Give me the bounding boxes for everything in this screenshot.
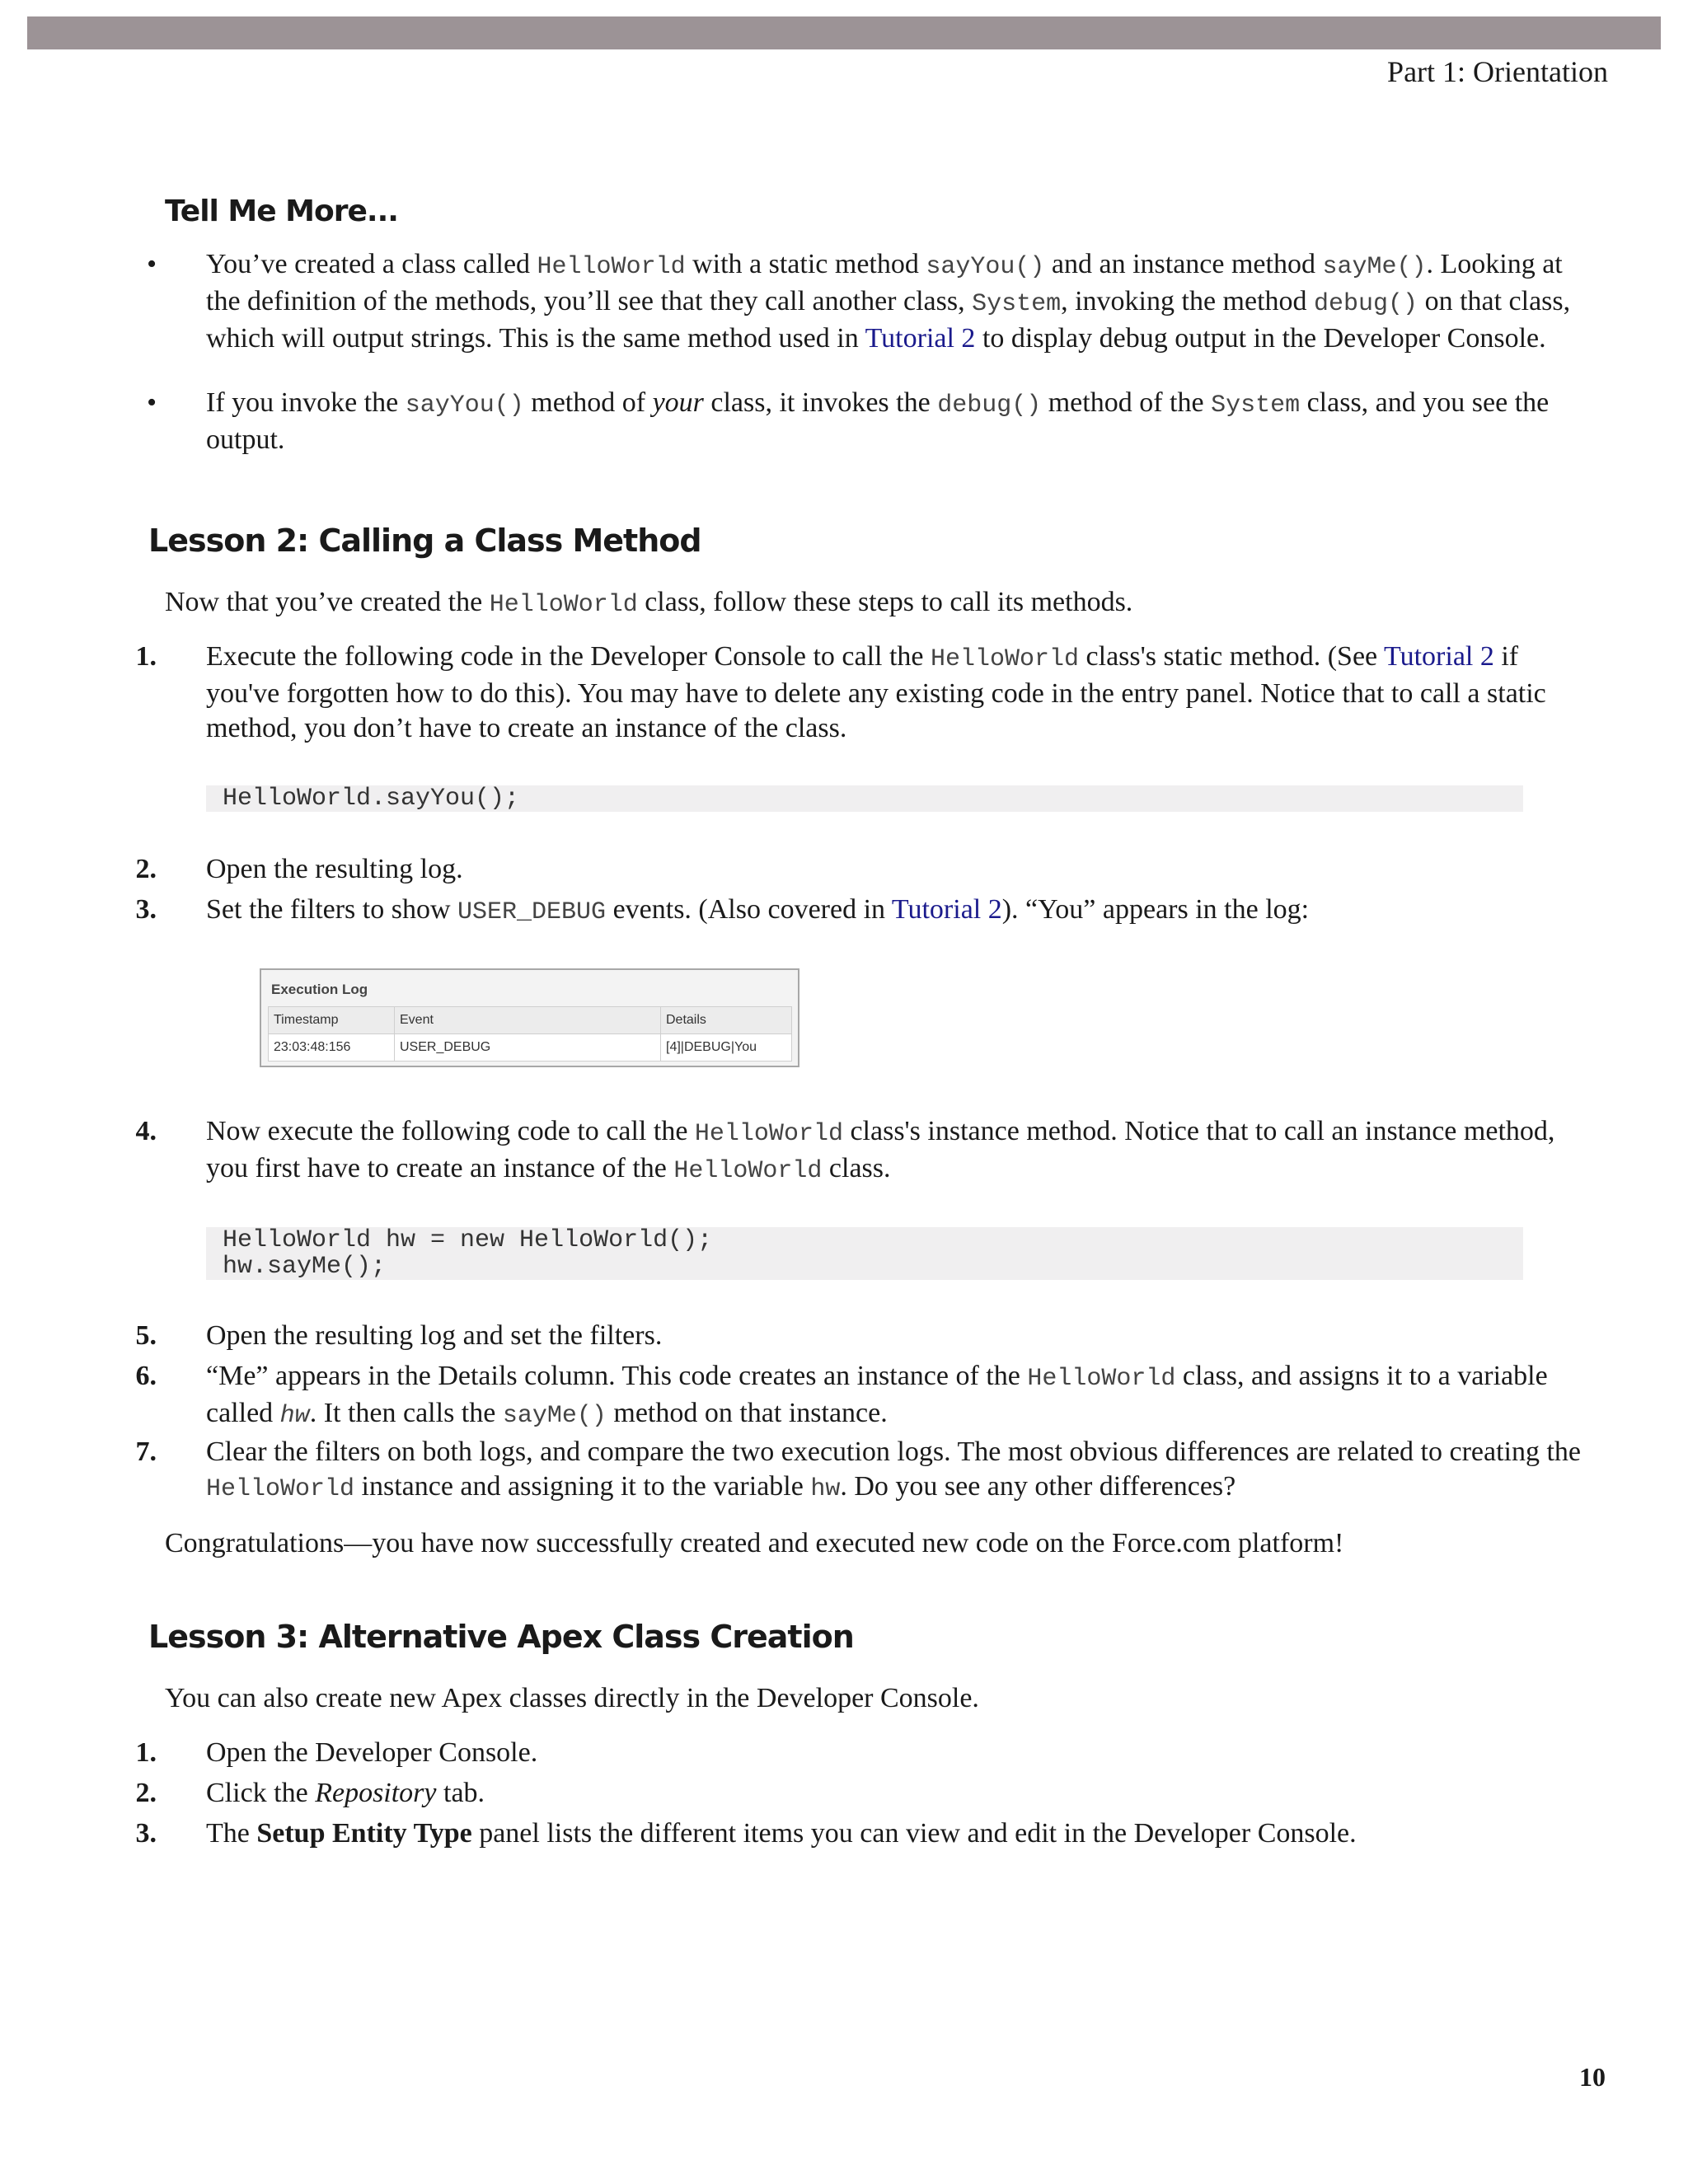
list-item — [147, 247, 1571, 356]
column-header: Timestamp — [269, 1007, 395, 1034]
tutorial-2-link[interactable]: Tutorial 2 — [891, 894, 1002, 925]
tutorial-2-link[interactable]: Tutorial 2 — [1384, 641, 1494, 672]
step-1: 1. Open the Developer Console. — [135, 1737, 538, 1768]
code-block-1: HelloWorld.sayYou(); — [206, 785, 1523, 812]
execution-log-title: Execution Log — [271, 982, 368, 997]
lesson-2-heading: Lesson 2: Calling a Class Method — [148, 523, 701, 559]
execution-log-table — [268, 1006, 792, 1062]
running-header: Part 1: Orientation — [1387, 55, 1608, 88]
lesson-3-intro: You can also create new Apex classes directly in the Developer Console. — [165, 1683, 979, 1713]
step-2: 2. Open the resulting log. — [135, 854, 463, 884]
code-block-2: HelloWorld hw = new HelloWorld(); hw.sayMe(); — [206, 1227, 1523, 1280]
table-cell: 23:03:48:156 — [269, 1034, 395, 1062]
list-item — [147, 386, 1550, 457]
lesson-2-intro: Now that you’ve created the HelloWorld class, follow these steps to call its methods. — [165, 587, 1133, 619]
execution-log-screenshot — [260, 968, 799, 1067]
step-3: 3. The Setup Entity Type panel lists the different items you can view and edit in the Developer Console. — [135, 1818, 1357, 1849]
congrats-text: Congratulations—you have now successfully created and executed new code on the Force.com platform! — [165, 1528, 1344, 1558]
bullet-text: If you invoke the sayYou() method of your class, it invokes the debug() method of the System class, and you see the output. — [206, 387, 1550, 455]
lesson-3-heading: Lesson 3: Alternative Apex Class Creation — [148, 1619, 854, 1655]
step-5: 5. Open the resulting log and set the filters. — [135, 1320, 663, 1351]
table-row — [269, 1034, 792, 1062]
header-bar — [27, 16, 1661, 49]
step-7: 7. Clear the filters on both logs, and compare the two execution logs. The most obvious differences are related to creating the HelloWorld instance and assigning it to the variable hw. Do you see any other differences? — [135, 1436, 1582, 1503]
page-number: 10 — [1579, 2062, 1606, 2092]
column-header: Details — [661, 1007, 792, 1034]
step-4: 4. Now execute the following code to call the HelloWorld class's instance method. Notice that to call an instance method, you first have to create an instance of the HelloWorld class. — [135, 1116, 1555, 1185]
step-3: 3. Set the filters to show USER_DEBUG events. (Also covered in Tutorial 2). “You” appears in the log: — [135, 894, 1310, 926]
step-2: 2. Click the Repository tab. — [135, 1778, 485, 1808]
step-6: 6. “Me” appears in the Details column. This code creates an instance of the HelloWorld class, and assigns it to a variable called hw. It then calls the sayMe() method on that instance. — [135, 1361, 1548, 1430]
bullet-icon: • — [147, 249, 157, 279]
table-cell: USER_DEBUG — [395, 1034, 661, 1062]
column-header: Event — [395, 1007, 661, 1034]
bullet-icon: • — [147, 387, 157, 418]
step-1: 1. Execute the following code in the Developer Console to call the HelloWorld class's static method. (See Tutorial 2 if you've forgotten how to do this). You may have to delete any existing code in the entry panel. Notice that to call a static method, you don’t have to create an instance of the class. — [135, 641, 1546, 743]
tell-me-more-heading: Tell Me More... — [165, 194, 398, 228]
table-cell: [4]|DEBUG|You — [661, 1034, 792, 1062]
tutorial-2-link[interactable]: Tutorial 2 — [865, 323, 976, 354]
bullet-text: You’ve created a class called HelloWorld with a static method sayYou() and an instance method sayMe(). Looking at the definition of the methods, you’ll see that they call another class, System, invoking the method debug() on that class, which will output strings. This is the same method used in Tutorial 2 to display debug output in the Developer Console. — [206, 249, 1571, 354]
